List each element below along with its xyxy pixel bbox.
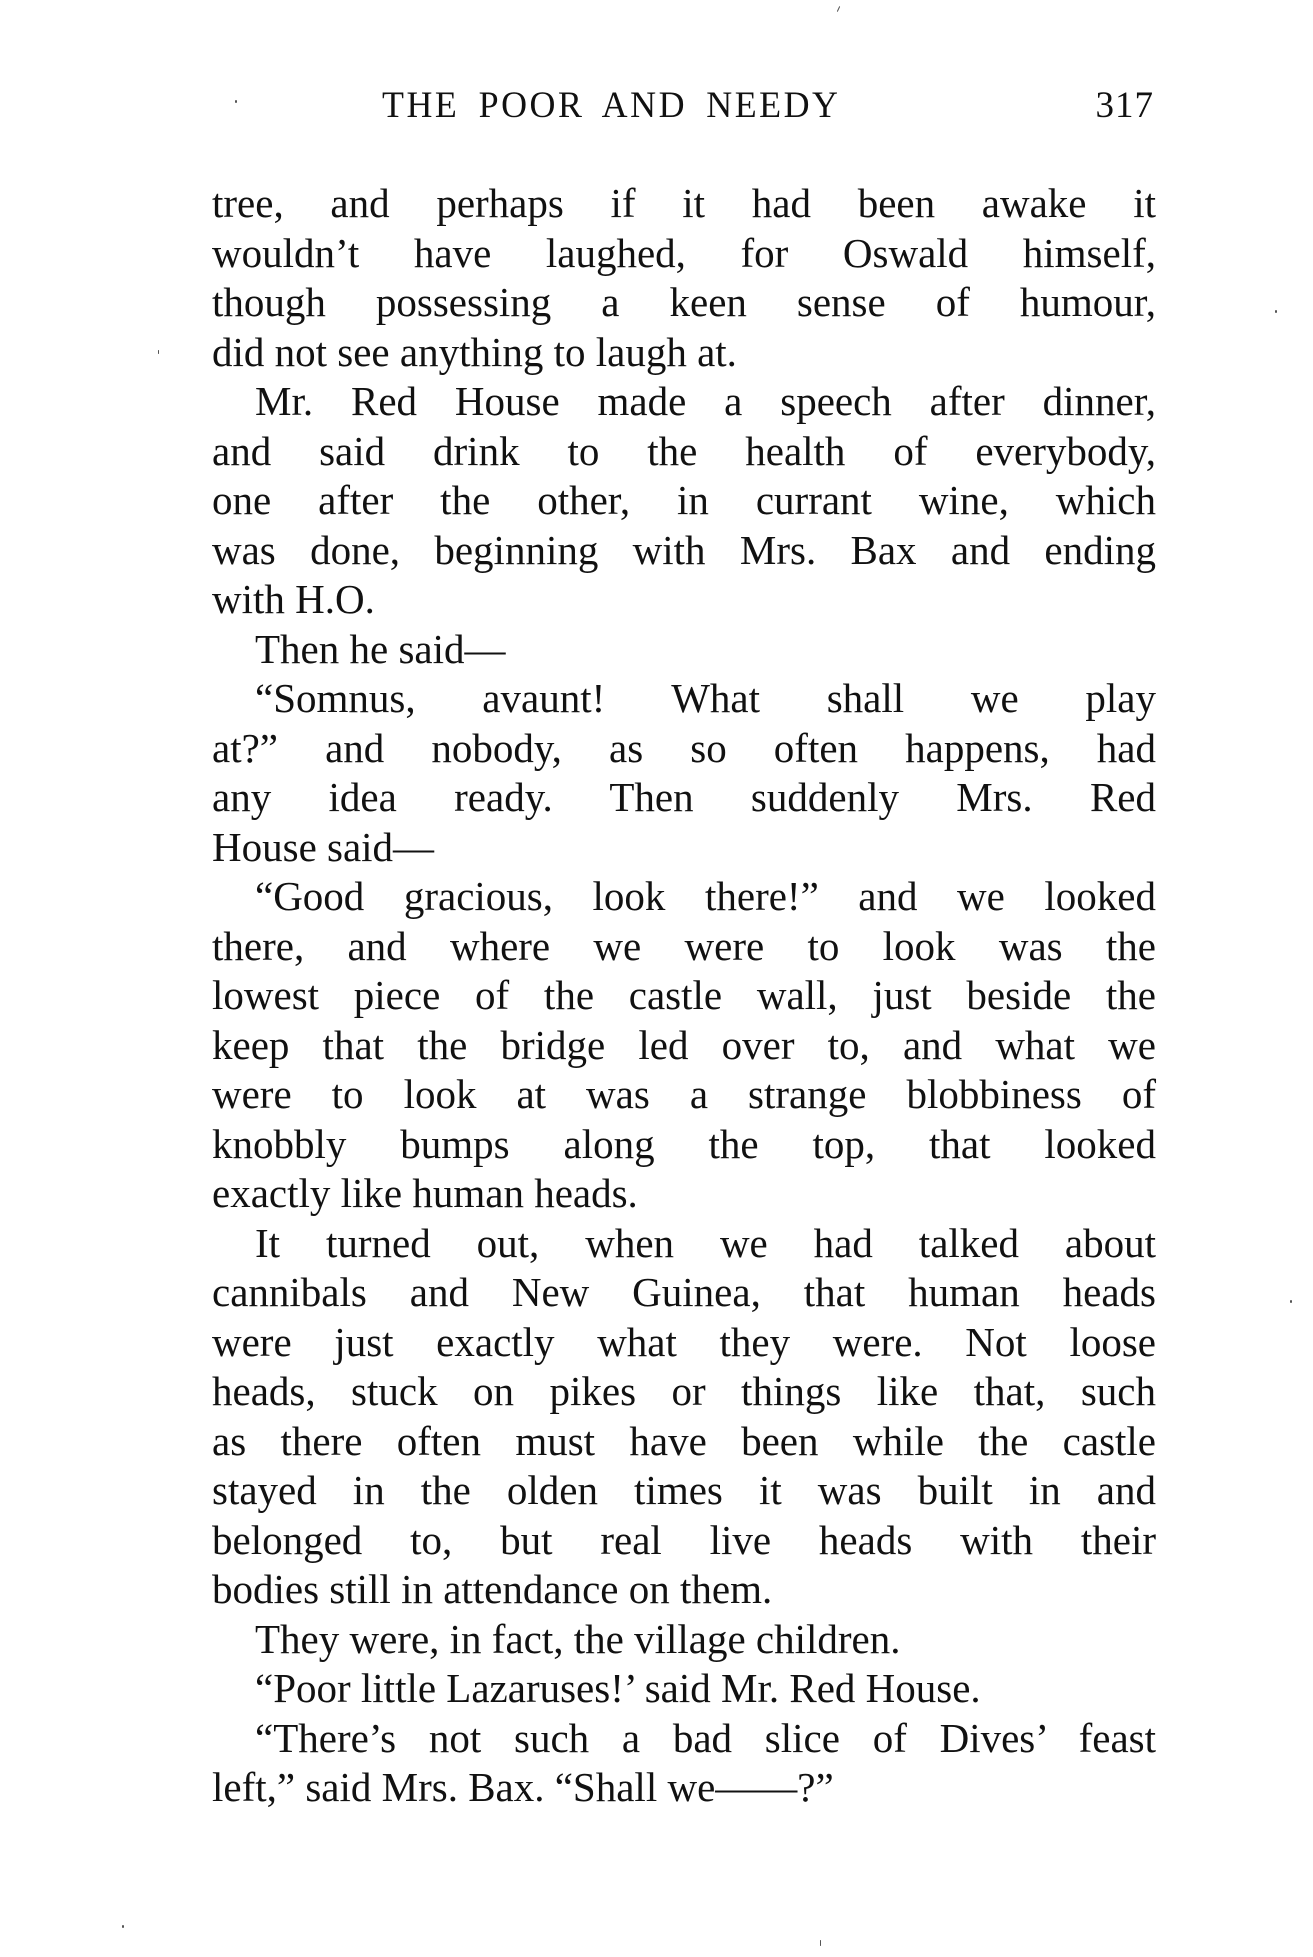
text-line-content: belonged to, but real live heads with their	[212, 1516, 1156, 1563]
scan-speck	[837, 6, 840, 12]
text-line-content: were to look at was a strange blobbiness of	[212, 1071, 1156, 1117]
text-line	[212, 872, 1156, 922]
text-line-content: “There’s not such a bad slice of Dives’ feast	[255, 1714, 1156, 1761]
scan-speck	[1290, 1300, 1292, 1303]
text-line-content: tree, and perhaps if it had been awake it	[212, 180, 1156, 226]
scan-speck	[235, 100, 237, 103]
text-line-content: were just exactly what they were. Not loose	[212, 1318, 1156, 1365]
text-line-content: Mr. Red House made a speech after dinner,	[255, 378, 1156, 424]
text-line-content: stayed in the olden times it was built in and	[212, 1467, 1156, 1513]
text-line-content: knobbly bumps along the top, that looked	[212, 1120, 1156, 1167]
scan-speck	[820, 1940, 821, 1946]
text-line	[212, 278, 1156, 328]
text-line	[212, 1367, 1156, 1417]
text-line	[212, 1714, 1156, 1764]
text-line	[212, 229, 1156, 279]
text-line	[212, 427, 1156, 477]
scan-speck	[158, 350, 159, 354]
text-line	[212, 1466, 1156, 1516]
text-line	[212, 922, 1156, 972]
text-line	[212, 971, 1156, 1021]
text-line	[212, 377, 1156, 427]
text-line	[212, 1318, 1156, 1368]
scan-speck	[122, 1925, 124, 1928]
text-line: did not see anything to laugh at.	[212, 328, 737, 375]
text-line	[212, 773, 1156, 823]
text-line-content: wouldn’t have laughed, for Oswald himself,	[212, 229, 1156, 276]
text-line	[212, 1417, 1156, 1467]
text-line-content: “Somnus, avaunt! What shall we play	[255, 675, 1156, 721]
text-line	[212, 1268, 1156, 1318]
text-line: Then he said—	[255, 625, 506, 672]
text-line	[212, 179, 1156, 229]
text-line	[212, 674, 1156, 724]
text-line: with H.O.	[212, 576, 375, 622]
text-line-content: one after the other, in currant wine, which	[212, 477, 1156, 523]
text-line	[212, 1021, 1156, 1071]
text-line-content: was done, beginning with Mrs. Bax and ending	[212, 526, 1156, 573]
body-text	[212, 179, 1156, 1813]
text-line-content: at?” and nobody, as so often happens, had	[212, 724, 1156, 771]
text-line: left,” said Mrs. Bax. “Shall we——?”	[212, 1764, 834, 1810]
text-line	[212, 1070, 1156, 1120]
text-line-content: there, and where we were to look was the	[212, 922, 1156, 969]
text-line	[212, 1516, 1156, 1566]
text-line: bodies still in attendance on them.	[212, 1566, 773, 1612]
text-line-content: lowest piece of the castle wall, just beside the	[212, 972, 1156, 1018]
text-line-content: “Good gracious, look there!” and we looked	[255, 873, 1156, 919]
text-line-content: It turned out, when we had talked about	[255, 1219, 1156, 1266]
text-line	[212, 1120, 1156, 1170]
text-line-content: though possessing a keen sense of humour,	[212, 279, 1156, 325]
text-line-content: as there often must have been while the castle	[212, 1417, 1156, 1464]
text-line: “Poor little Lazaruses!’ said Mr. Red House.	[255, 1665, 981, 1711]
text-line-content: cannibals and New Guinea, that human heads	[212, 1269, 1156, 1315]
text-line	[212, 1219, 1156, 1269]
text-line-content: heads, stuck on pikes or things like that, such	[212, 1368, 1156, 1414]
text-line	[212, 526, 1156, 576]
page-number: 317	[1095, 85, 1154, 126]
running-title: THE POOR AND NEEDY	[382, 85, 841, 126]
text-line-content: any idea ready. Then suddenly Mrs. Red	[212, 774, 1156, 820]
running-head	[382, 84, 1154, 128]
text-line: They were, in fact, the village children.	[255, 1615, 901, 1662]
text-line-content: and said drink to the health of everybody,	[212, 427, 1156, 474]
text-line: House said—	[212, 823, 435, 870]
scan-speck	[1275, 310, 1277, 313]
text-line-content: keep that the bridge led over to, and what we	[212, 1021, 1156, 1068]
text-line: exactly like human heads.	[212, 1170, 638, 1216]
text-line	[212, 476, 1156, 526]
text-line	[212, 724, 1156, 774]
